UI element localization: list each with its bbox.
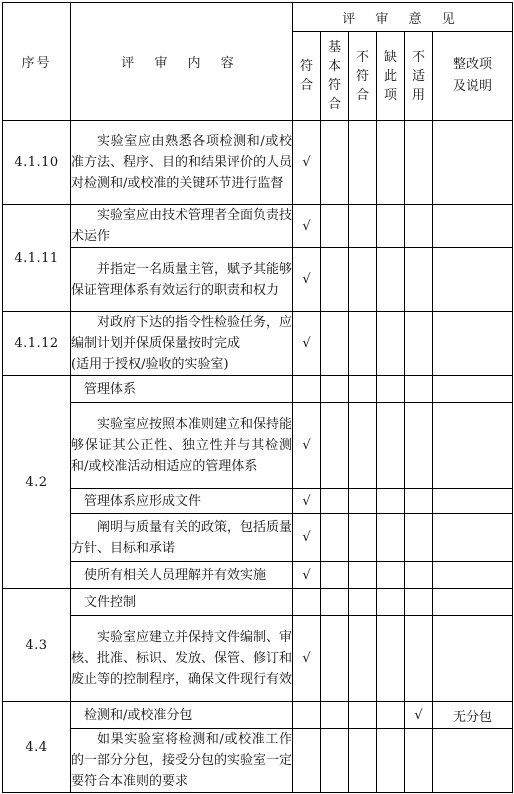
checkmark-cell: √	[293, 248, 321, 312]
empty-cell	[293, 702, 321, 729]
row-seq: 4.4	[3, 702, 71, 793]
header-col-basic-conform	[321, 32, 349, 121]
empty-cell	[349, 562, 377, 589]
header-content: 评 审 内 容	[71, 3, 293, 121]
table-row	[3, 248, 513, 312]
table-row	[3, 489, 513, 514]
checkmark-cell: √	[293, 312, 321, 376]
checkmark-cell: √	[293, 205, 321, 248]
checkmark-cell: √	[293, 562, 321, 589]
table-row	[3, 403, 513, 489]
header-col-missing	[377, 32, 405, 121]
header-char: 符	[327, 78, 341, 93]
checkmark-cell: √	[405, 702, 433, 729]
row-text: 实验室应由熟悉各项检测和/或校准方法、程序、目的和结果评价的人员对检测和/或校准的关键环节进行监督	[71, 134, 293, 191]
empty-cell	[377, 514, 405, 562]
row-content	[71, 514, 293, 562]
empty-cell	[377, 729, 405, 793]
empty-cell	[321, 616, 349, 702]
row-seq: 4.3	[3, 589, 71, 702]
checkmark-cell: √	[293, 403, 321, 489]
remark-cell	[433, 376, 513, 403]
row-seq: 4.1.10	[3, 121, 71, 205]
header-char: 不	[411, 49, 425, 65]
table-row	[3, 312, 513, 376]
header-char: 用	[411, 87, 425, 103]
empty-cell	[377, 403, 405, 489]
empty-cell	[377, 376, 405, 403]
empty-cell	[377, 312, 405, 376]
empty-cell	[405, 312, 433, 376]
empty-cell	[349, 403, 377, 489]
row-content	[71, 489, 293, 514]
empty-cell	[377, 489, 405, 514]
remark-cell	[433, 205, 513, 248]
checkmark-cell: √	[293, 514, 321, 562]
row-content	[71, 121, 293, 205]
table-row	[3, 729, 513, 793]
empty-cell	[349, 312, 377, 376]
row-text: 管理体系应形成文件	[84, 493, 202, 509]
header-char: 缺	[383, 49, 397, 65]
header-char: 合	[299, 78, 313, 93]
header-opinion: 评 审 意 见	[293, 3, 513, 32]
row-text: 实验室应建立并保持文件编制、审核、批准、标识、发放、保管、修订和废止等的控制程序，确保文件现行有效	[71, 630, 293, 687]
checkmark-cell	[293, 589, 321, 616]
row-content	[71, 562, 293, 589]
table-row	[3, 376, 513, 403]
header-char: 适	[411, 68, 425, 84]
empty-cell	[349, 121, 377, 205]
row-seq: 4.2	[3, 376, 71, 589]
header-char: 合	[355, 87, 369, 103]
header-col-not-applicable	[405, 32, 433, 121]
empty-cell	[377, 205, 405, 248]
checkmark-cell	[293, 729, 321, 793]
empty-cell	[321, 121, 349, 205]
review-table	[2, 2, 513, 793]
empty-cell	[377, 121, 405, 205]
empty-cell	[377, 702, 405, 729]
empty-cell	[405, 121, 433, 205]
table-row	[3, 205, 513, 248]
header-col-conform	[293, 32, 321, 121]
header-char: 不	[355, 49, 369, 65]
row-text: 检测和/或校准分包	[84, 707, 193, 723]
empty-cell	[405, 376, 433, 403]
empty-cell	[321, 514, 349, 562]
empty-cell	[405, 589, 433, 616]
empty-cell	[349, 205, 377, 248]
row-content	[71, 589, 293, 616]
empty-cell	[321, 729, 349, 793]
row-text: 使所有相关人员理解并有效实施	[84, 567, 267, 583]
header-char: 项	[383, 87, 397, 103]
table-row	[3, 562, 513, 589]
empty-cell	[321, 403, 349, 489]
header-char: 整改项	[452, 57, 492, 72]
empty-cell	[349, 514, 377, 562]
empty-cell	[405, 616, 433, 702]
empty-cell	[321, 702, 349, 729]
row-text: 并指定一名质量主管，赋予其能够保证管理体系有效运行的职责和权力	[71, 261, 293, 298]
empty-cell	[405, 248, 433, 312]
row-text: 文件控制	[84, 594, 137, 610]
empty-cell	[321, 562, 349, 589]
header-char: 及说明	[452, 79, 492, 94]
header-col-remarks	[433, 32, 513, 121]
row-text: 实验室应按照本准则建立和保持能够保证其公正性、独立性并与其检测和/或校准活动相适应的管理体系	[71, 417, 293, 474]
header-char: 符	[299, 59, 313, 74]
row-content	[71, 403, 293, 489]
empty-cell	[405, 403, 433, 489]
header-char: 本	[327, 59, 341, 74]
header-col-nonconform	[349, 32, 377, 121]
empty-cell	[405, 562, 433, 589]
row-text: 如果实验室将检测和/或校准工作的一部分分包，接受分包的实验室一定要符合本准则的要求	[71, 732, 293, 789]
empty-cell	[377, 616, 405, 702]
remark-cell	[433, 562, 513, 589]
table-row	[3, 589, 513, 616]
header-char: 符	[355, 68, 369, 84]
empty-cell	[321, 205, 349, 248]
row-content	[71, 729, 293, 793]
checkmark-cell: √	[293, 489, 321, 514]
row-text: 实验室应由技术管理者全面负责技术运作	[71, 208, 293, 244]
header-seq: 序号	[3, 3, 71, 121]
row-text: 管理体系	[84, 381, 137, 397]
header-char: 基	[327, 40, 341, 55]
remark-cell	[433, 248, 513, 312]
row-text: 对政府下达的指令性检验任务，应编制计划并保质保量按时完成	[71, 315, 293, 351]
remark-cell	[433, 589, 513, 616]
header-char: 合	[327, 97, 341, 112]
empty-cell	[349, 248, 377, 312]
row-content	[71, 248, 293, 312]
remark-cell	[433, 121, 513, 205]
row-content	[71, 376, 293, 403]
row-seq: 4.1.11	[3, 205, 71, 312]
remark-cell	[433, 489, 513, 514]
checkmark-cell: √	[293, 121, 321, 205]
remark-cell	[433, 729, 513, 793]
empty-cell	[321, 489, 349, 514]
row-content	[71, 616, 293, 702]
row-content	[71, 312, 293, 376]
row-text: 阐明与质量有关的政策，包括质量方针、目标和承诺	[71, 519, 293, 556]
row-content	[71, 702, 293, 729]
empty-cell	[349, 616, 377, 702]
empty-cell	[377, 562, 405, 589]
empty-cell	[321, 376, 349, 403]
empty-cell	[349, 489, 377, 514]
remark-cell	[433, 312, 513, 376]
empty-cell	[405, 205, 433, 248]
review-form	[2, 2, 512, 791]
row-text-note: (适用于授权/验收的实验室)	[71, 357, 229, 372]
empty-cell	[377, 248, 405, 312]
remark-cell	[433, 403, 513, 489]
empty-cell	[377, 589, 405, 616]
empty-cell	[349, 376, 377, 403]
checkmark-cell	[293, 376, 321, 403]
empty-cell	[405, 489, 433, 514]
checkmark-cell: √	[293, 616, 321, 702]
table-row	[3, 702, 513, 729]
table-row	[3, 616, 513, 702]
empty-cell	[405, 729, 433, 793]
empty-cell	[405, 514, 433, 562]
row-seq: 4.1.12	[3, 312, 71, 376]
empty-cell	[349, 589, 377, 616]
remark-cell	[433, 616, 513, 702]
remark-cell: 无分包	[433, 702, 513, 729]
empty-cell	[349, 729, 377, 793]
row-content	[71, 205, 293, 248]
header-row-top	[3, 3, 513, 32]
empty-cell	[321, 589, 349, 616]
table-row	[3, 514, 513, 562]
table-row	[3, 121, 513, 205]
remark-cell	[433, 514, 513, 562]
empty-cell	[321, 248, 349, 312]
empty-cell	[321, 312, 349, 376]
empty-cell	[349, 702, 377, 729]
header-char: 此	[383, 68, 397, 84]
